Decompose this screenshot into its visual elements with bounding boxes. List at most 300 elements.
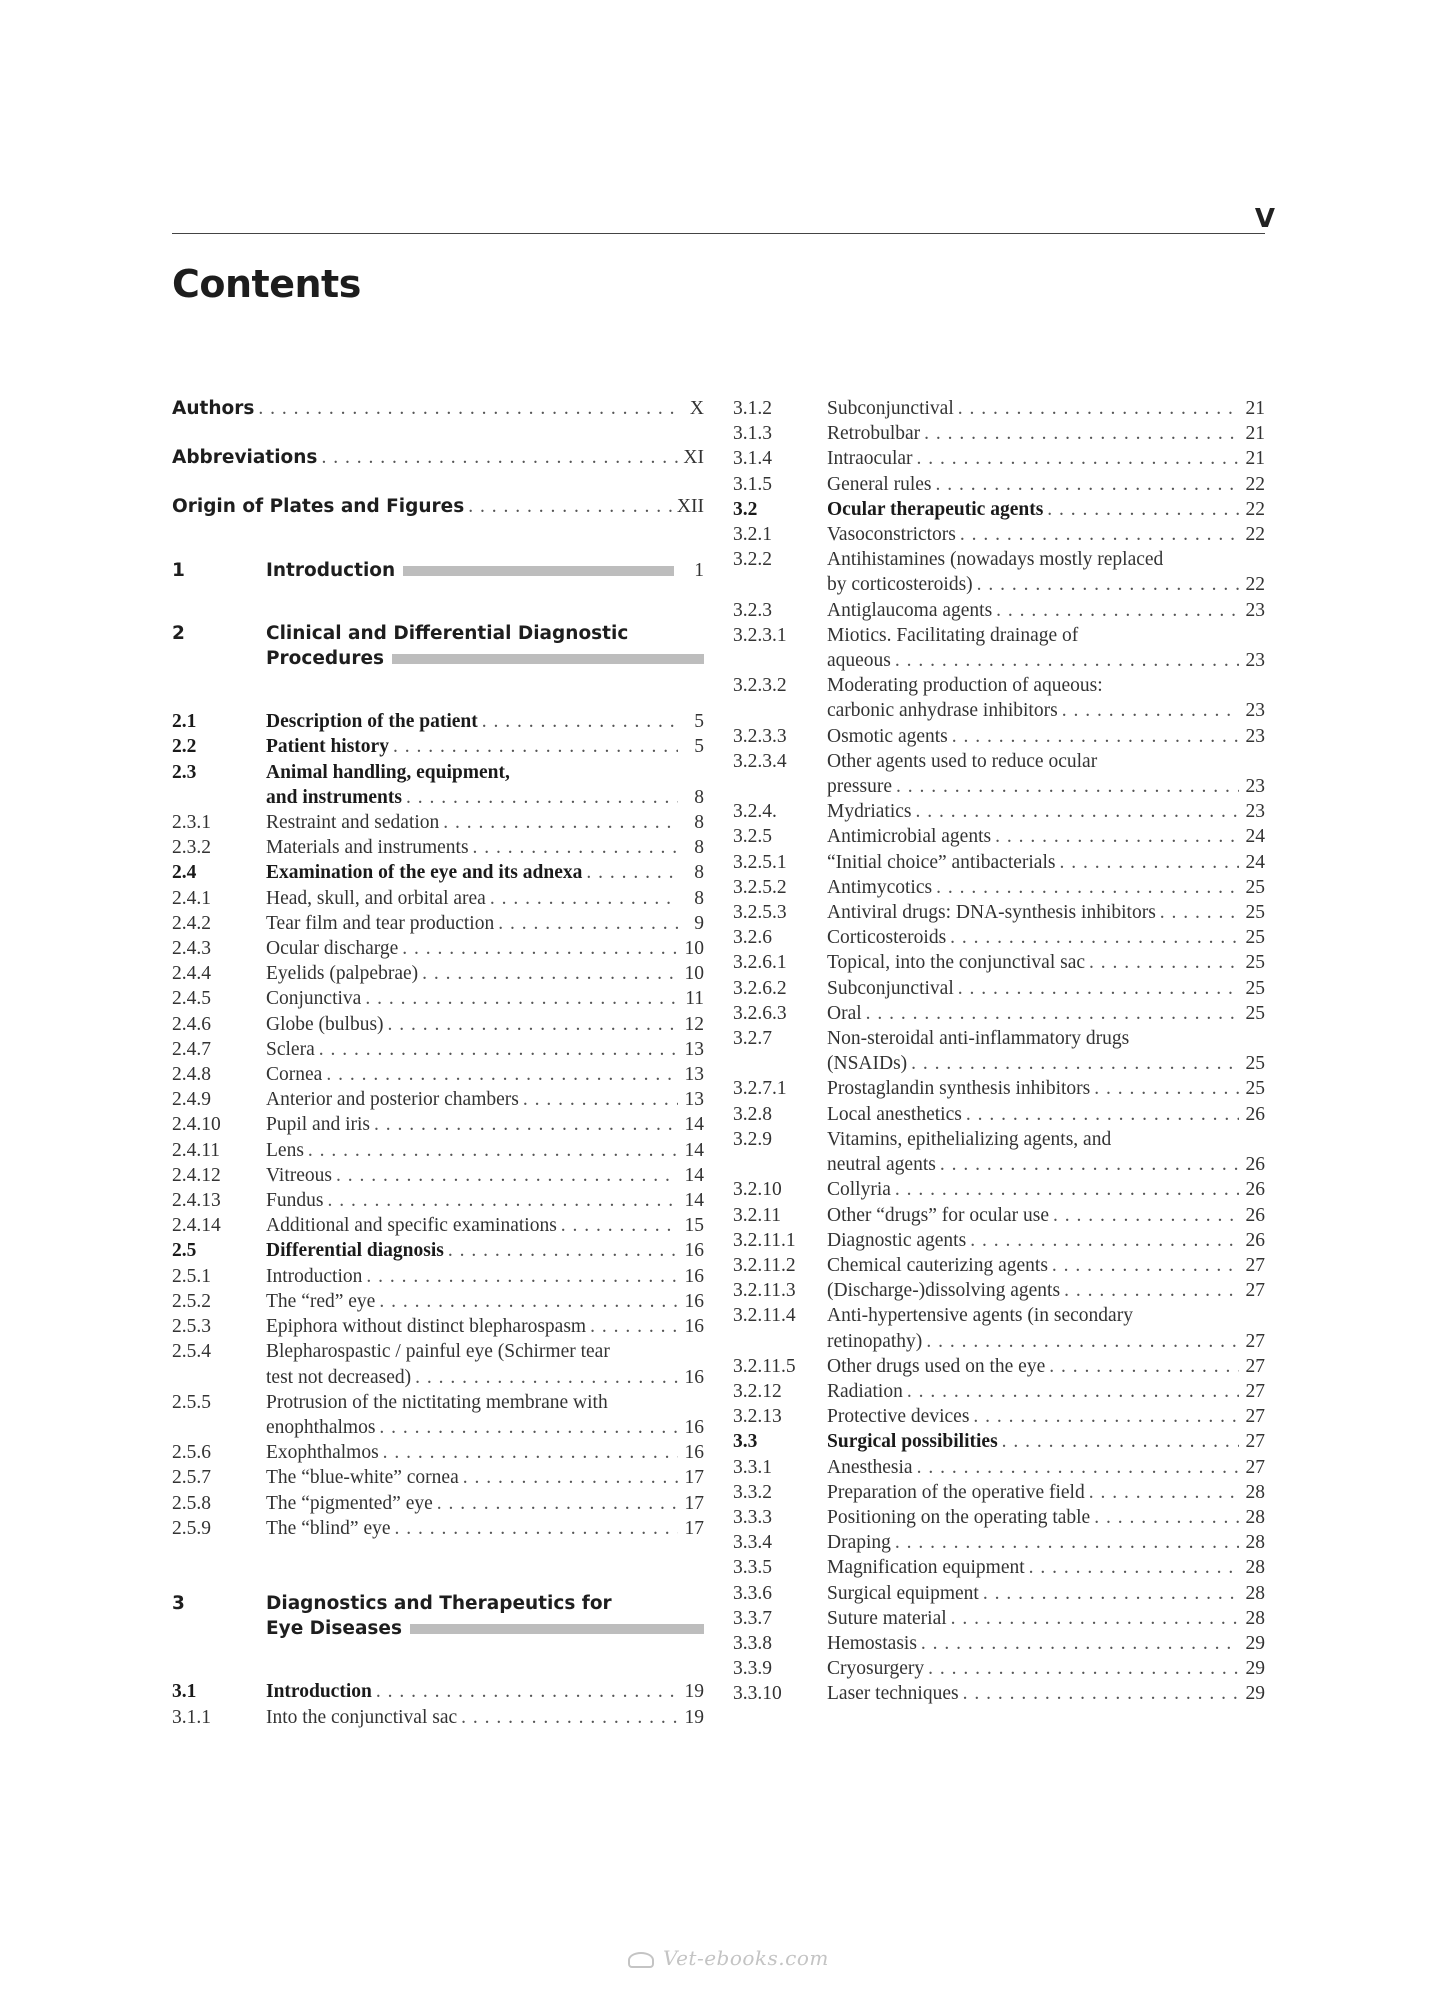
entry-title: Introduction — [266, 1265, 363, 1287]
chapter-bar — [410, 1624, 704, 1634]
entry-title: Other “drugs” for ocular use — [827, 1204, 1049, 1226]
section-number: 2.4.6 — [172, 1013, 211, 1035]
entry-text — [827, 1001, 1265, 1026]
toc-entry[interactable] — [733, 673, 1265, 723]
toc-entry[interactable] — [733, 1303, 1265, 1353]
entry-text — [827, 522, 1265, 547]
toc-entry[interactable] — [733, 925, 1265, 950]
entry-title: Collyria — [827, 1179, 891, 1201]
section-number: 2.2 — [172, 736, 197, 758]
entry-title: Examination of the eye and its adnexa — [266, 862, 583, 884]
dot-leader — [1094, 1505, 1239, 1530]
entry-title: Lens — [266, 1139, 304, 1161]
entry-title-line1: Non-steroidal anti-inflammatory drugs — [827, 1028, 1130, 1050]
toc-entry[interactable] — [733, 850, 1265, 875]
page-ref: 19 — [684, 1706, 704, 1728]
entry-text — [827, 1354, 1265, 1379]
front-matter-entry[interactable] — [172, 494, 704, 519]
toc-entry[interactable] — [172, 1037, 704, 1062]
toc-entry[interactable] — [172, 911, 704, 936]
toc-right-column — [733, 396, 1265, 1707]
toc-entry[interactable] — [733, 1127, 1265, 1177]
entry-text — [827, 497, 1265, 522]
toc-entry[interactable] — [733, 1480, 1265, 1505]
page-ref: 28 — [1245, 1557, 1265, 1579]
dot-leader — [336, 1163, 678, 1188]
dot-leader — [958, 976, 1239, 1001]
page-ref: 26 — [1245, 1204, 1265, 1226]
entry-text — [266, 1238, 704, 1263]
entry-text — [827, 547, 1265, 597]
toc-entry[interactable] — [733, 875, 1265, 900]
dot-leader — [1053, 1203, 1239, 1228]
dot-leader — [973, 1404, 1239, 1429]
toc-entry[interactable] — [733, 1001, 1265, 1026]
section-number: 2.4.3 — [172, 938, 211, 960]
entry-last-line — [827, 1329, 1265, 1354]
toc-entry[interactable] — [733, 1354, 1265, 1379]
toc-entry[interactable] — [733, 497, 1265, 522]
toc-entry[interactable] — [172, 1339, 704, 1389]
section-number: 3.1.3 — [733, 423, 772, 445]
entry-title: test not decreased) — [266, 1366, 412, 1388]
page-ref: 23 — [1245, 650, 1265, 672]
page-ref: 26 — [1245, 1179, 1265, 1201]
entry-title: enophthalmos — [266, 1416, 376, 1438]
entry-text — [266, 1264, 704, 1289]
toc-entry[interactable] — [733, 1656, 1265, 1681]
entry-text — [827, 1404, 1265, 1429]
chapter-2-list — [172, 709, 704, 1541]
toc-entry[interactable] — [733, 724, 1265, 749]
toc-entry[interactable] — [733, 1606, 1265, 1631]
page-ref: 17 — [684, 1492, 704, 1514]
dot-leader — [1052, 1253, 1239, 1278]
toc-entry[interactable] — [172, 1213, 704, 1238]
toc-entry[interactable] — [733, 1203, 1265, 1228]
dot-leader — [1160, 900, 1239, 925]
toc-entry[interactable] — [733, 1228, 1265, 1253]
section-number: 3.3.7 — [733, 1607, 772, 1629]
page-ref: 28 — [1245, 1532, 1265, 1554]
section-number: 2.5.5 — [172, 1391, 211, 1413]
toc-entry[interactable] — [733, 1253, 1265, 1278]
page-ref: 27 — [1245, 1431, 1265, 1453]
entry-text — [827, 1530, 1265, 1555]
entry-title: Conjunctiva — [266, 988, 362, 1010]
entry-text — [266, 860, 704, 885]
entry-title: (Discharge-)dissolving agents — [827, 1280, 1061, 1302]
toc-entry[interactable] — [733, 396, 1265, 421]
entry-last-line — [827, 1051, 1265, 1076]
entry-text — [827, 1581, 1265, 1606]
section-number: 2.4.2 — [172, 912, 211, 934]
toc-entry[interactable] — [172, 810, 704, 835]
page-ref: 13 — [684, 1089, 704, 1111]
dot-leader — [1029, 1555, 1239, 1580]
dot-leader — [960, 522, 1239, 547]
entry-title: Chemical cauterizing agents — [827, 1254, 1048, 1276]
entry-title: Patient history — [266, 736, 389, 758]
toc-entry[interactable] — [733, 824, 1265, 849]
toc-entry[interactable] — [172, 1314, 704, 1339]
entry-text — [827, 850, 1265, 875]
section-number: 3.2.9 — [733, 1128, 772, 1150]
toc-entry[interactable] — [733, 1631, 1265, 1656]
dot-leader — [561, 1213, 678, 1238]
page-ref: 23 — [1245, 776, 1265, 798]
toc-entry[interactable] — [733, 1555, 1265, 1580]
entry-title: Retrobulbar — [827, 423, 921, 445]
toc-entry[interactable] — [172, 1289, 704, 1314]
dot-leader — [1062, 698, 1239, 723]
dot-leader — [1089, 950, 1239, 975]
entry-title: aqueous — [827, 650, 891, 672]
toc-entry[interactable] — [733, 1278, 1265, 1303]
toc-entry[interactable] — [172, 1163, 704, 1188]
entry-title: Intraocular — [827, 448, 913, 470]
toc-entry[interactable] — [733, 1177, 1265, 1202]
section-number: 3.2.3.3 — [733, 725, 787, 747]
entry-title: Suture material — [827, 1607, 947, 1629]
entry-title: Exophthalmos — [266, 1442, 379, 1464]
entry-title-line1: Anti-hypertensive agents (in secondary — [827, 1305, 1133, 1327]
entry-title: Hemostasis — [827, 1632, 917, 1654]
entry-title: The “blue-white” cornea — [266, 1467, 459, 1489]
entry-title: Laser techniques — [827, 1683, 959, 1705]
entry-title: Restraint and sedation — [266, 812, 440, 834]
entry-text — [266, 1465, 704, 1490]
section-number: 2.4.14 — [172, 1215, 221, 1237]
toc-entry[interactable] — [733, 522, 1265, 547]
toc-entry[interactable] — [172, 1238, 704, 1263]
entry-title: Prostaglandin synthesis inhibitors — [827, 1078, 1091, 1100]
toc-entry[interactable] — [172, 760, 704, 810]
entry-title: by corticosteroids) — [827, 574, 973, 596]
toc-entry[interactable] — [733, 598, 1265, 623]
entry-title: Globe (bulbus) — [266, 1013, 384, 1035]
chapter-title-line2: Eye Diseases — [266, 1618, 402, 1640]
page-ref: 24 — [1245, 851, 1265, 873]
toc-entry[interactable] — [172, 734, 704, 759]
chapter-number: 3 — [172, 1592, 185, 1614]
toc-entry[interactable] — [733, 1455, 1265, 1480]
entry-last-line — [266, 1365, 704, 1390]
entry-text — [827, 1631, 1265, 1656]
page-ref: 23 — [1245, 801, 1265, 823]
entry-last-line — [266, 1415, 704, 1440]
dot-leader — [983, 1581, 1239, 1606]
entry-title: Anterior and posterior chambers — [266, 1089, 519, 1111]
entry-text — [827, 1278, 1265, 1303]
toc-entry[interactable] — [172, 1112, 704, 1137]
toc-entry[interactable] — [172, 1012, 704, 1037]
entry-title: Ocular discharge — [266, 938, 399, 960]
entry-title: Other drugs used on the eye — [827, 1355, 1046, 1377]
entry-text — [827, 1555, 1265, 1580]
dot-leader — [308, 1138, 678, 1163]
chapter-2-entry[interactable] — [172, 621, 704, 671]
entry-title: Draping — [827, 1532, 891, 1554]
page-ref: 8 — [694, 812, 704, 834]
dot-leader — [1064, 1278, 1239, 1303]
page-ref: 27 — [1245, 1380, 1265, 1402]
front-matter-entry[interactable] — [172, 396, 704, 421]
toc-entry[interactable] — [733, 421, 1265, 446]
entry-title: Tear film and tear production — [266, 912, 495, 934]
section-number: 3.2.11.4 — [733, 1305, 796, 1327]
dot-leader — [393, 734, 678, 759]
toc-entry[interactable] — [172, 835, 704, 860]
entry-title-line1: Moderating production of aqueous: — [827, 675, 1103, 697]
entry-text — [827, 1228, 1265, 1253]
section-number: 3.2.4. — [733, 801, 777, 823]
page-ref: 16 — [684, 1442, 704, 1464]
section-number: 3.2.3.1 — [733, 624, 787, 646]
toc-entry[interactable] — [733, 900, 1265, 925]
page-ref: 9 — [694, 912, 704, 934]
page-ref: 16 — [684, 1416, 704, 1438]
dot-leader — [327, 1188, 678, 1213]
toc-entry[interactable] — [733, 1404, 1265, 1429]
entry-text — [827, 598, 1265, 623]
dot-leader — [1049, 1354, 1239, 1379]
section-number: 2.4.12 — [172, 1164, 221, 1186]
dot-leader — [490, 886, 678, 911]
toc-entry[interactable] — [172, 961, 704, 986]
toc-entry[interactable] — [733, 1076, 1265, 1101]
entry-text — [266, 1339, 704, 1389]
entry-text — [827, 824, 1265, 849]
entry-title: Subconjunctival — [827, 398, 954, 419]
toc-entry[interactable] — [172, 1138, 704, 1163]
section-number: 2.5 — [172, 1240, 197, 1262]
section-number: 2.3.1 — [172, 812, 211, 834]
entry-last-line — [827, 1152, 1265, 1177]
entry-title: Differential diagnosis — [266, 1240, 444, 1262]
dot-leader — [926, 1329, 1239, 1354]
page-ref: 29 — [1245, 1683, 1265, 1705]
toc-entry[interactable] — [733, 799, 1265, 824]
dot-leader — [473, 835, 678, 860]
entry-title: retinopathy) — [827, 1330, 923, 1352]
entry-title: Surgical equipment — [827, 1582, 979, 1604]
entry-text — [266, 886, 704, 911]
page-ref: 25 — [1245, 952, 1265, 974]
section-number: 2.4.1 — [172, 887, 211, 909]
toc-entry[interactable] — [733, 1505, 1265, 1530]
page-ref: 26 — [1245, 1229, 1265, 1251]
page-ref: 19 — [684, 1681, 704, 1703]
page-ref: 11 — [685, 988, 704, 1010]
section-number: 3.2.5 — [733, 826, 772, 848]
section-number: 3.2.5.3 — [733, 902, 787, 924]
chapter-bar — [403, 566, 674, 576]
toc-entry[interactable] — [172, 1679, 704, 1704]
section-number: 2.4.8 — [172, 1064, 211, 1086]
entry-title: Corticosteroids — [827, 927, 947, 949]
toc-entry[interactable] — [172, 1516, 704, 1541]
section-number: 2.5.2 — [172, 1290, 211, 1312]
toc-entry[interactable] — [172, 860, 704, 885]
entry-text — [827, 421, 1265, 446]
entry-text — [266, 1516, 704, 1541]
toc-entry[interactable] — [172, 1440, 704, 1465]
page-ref: 24 — [1245, 826, 1265, 848]
dot-leader — [395, 1516, 678, 1541]
entry-title: Ocular therapeutic agents — [827, 498, 1044, 520]
page-ref: 14 — [684, 1164, 704, 1186]
entry-last-line — [827, 572, 1265, 597]
section-number: 3.2.7.1 — [733, 1078, 787, 1100]
dot-leader — [321, 445, 678, 470]
toc-entry[interactable] — [733, 1681, 1265, 1706]
section-number: 2.4.9 — [172, 1089, 211, 1111]
chapter-number: 2 — [172, 622, 185, 644]
page-ref: 22 — [1245, 574, 1265, 596]
page-ref: X — [689, 398, 704, 419]
section-number: 3.3.2 — [733, 1481, 772, 1503]
toc-entry[interactable] — [733, 1429, 1265, 1454]
section-number: 3.2.13 — [733, 1406, 782, 1428]
dot-leader — [1047, 497, 1239, 522]
toc-entry[interactable] — [172, 1062, 704, 1087]
chapter-title-line1: Diagnostics and Therapeutics for — [266, 1592, 612, 1614]
entry-title: Antimicrobial agents — [827, 826, 992, 848]
dot-leader — [1002, 1429, 1239, 1454]
toc-entry[interactable] — [172, 936, 704, 961]
entry-text — [266, 709, 704, 734]
front-matter-entry[interactable] — [172, 445, 704, 470]
section-number: 3.3.10 — [733, 1683, 782, 1705]
toc-entry[interactable] — [733, 976, 1265, 1001]
entry-title-line1: Vitamins, epithelializing agents, and — [827, 1128, 1112, 1150]
entry-title: pressure — [827, 776, 892, 798]
section-number: 3.3.3 — [733, 1506, 772, 1528]
entry-title: Origin of Plates and Figures — [172, 496, 465, 518]
page-ref: 5 — [694, 711, 704, 733]
page-ref: 10 — [684, 963, 704, 985]
section-number: 3.2.12 — [733, 1380, 782, 1402]
dot-leader — [958, 396, 1239, 421]
entry-title: Cornea — [266, 1064, 323, 1086]
toc-entry[interactable] — [172, 1491, 704, 1516]
toc-entry[interactable] — [172, 709, 704, 734]
entry-text — [266, 1440, 704, 1465]
dot-leader — [482, 709, 678, 734]
dot-leader — [443, 810, 678, 835]
section-number: 3.1.1 — [172, 1706, 211, 1728]
entry-text — [266, 1213, 704, 1238]
section-number: 3.2 — [733, 498, 758, 520]
chapter-1-entry[interactable] — [172, 558, 704, 583]
toc-entry[interactable] — [733, 1581, 1265, 1606]
entry-title: carbonic anhydrase inhibitors — [827, 700, 1058, 722]
toc-entry[interactable] — [733, 446, 1265, 471]
dot-leader — [921, 1631, 1239, 1656]
dot-leader — [498, 911, 678, 936]
entry-title: Osmotic agents — [827, 725, 948, 747]
section-number: 3.2.3.2 — [733, 675, 787, 697]
entry-text — [266, 1138, 704, 1163]
toc-entry[interactable] — [172, 1087, 704, 1112]
entry-title: Epiphora without distinct blepharospasm — [266, 1316, 587, 1338]
toc-entry[interactable] — [172, 1188, 704, 1213]
entry-last-line — [827, 774, 1265, 799]
section-number: 3.2.11.5 — [733, 1355, 796, 1377]
dot-leader — [1089, 1480, 1239, 1505]
dot-leader — [896, 774, 1239, 799]
dot-leader — [415, 1365, 678, 1390]
entry-title: Anesthesia — [827, 1456, 913, 1478]
entry-title: Diagnostic agents — [827, 1229, 967, 1251]
toc-entry[interactable] — [172, 1705, 704, 1730]
entry-text — [827, 446, 1265, 471]
toc-entry[interactable] — [733, 472, 1265, 497]
page-ref: 25 — [1245, 977, 1265, 999]
entry-last-line — [827, 698, 1265, 723]
dot-leader — [917, 446, 1239, 471]
entry-title: Positioning on the operating table — [827, 1506, 1091, 1528]
toc-entry[interactable] — [172, 1264, 704, 1289]
dot-leader — [406, 785, 678, 810]
entry-title: Materials and instruments — [266, 837, 469, 859]
chapter-3-entry[interactable] — [172, 1591, 704, 1641]
toc-entry[interactable] — [172, 1465, 704, 1490]
dot-leader — [461, 1705, 678, 1730]
entry-text — [827, 1429, 1265, 1454]
page-ref: 14 — [684, 1114, 704, 1136]
entry-title: (NSAIDs) — [827, 1053, 908, 1075]
toc-entry[interactable] — [733, 749, 1265, 799]
entry-title: The “pigmented” eye — [266, 1492, 433, 1514]
toc-entry[interactable] — [733, 623, 1265, 673]
dot-leader — [966, 1102, 1239, 1127]
toc-entry[interactable] — [172, 986, 704, 1011]
page-ref: 26 — [1245, 1154, 1265, 1176]
dot-leader — [326, 1062, 678, 1087]
toc-entry[interactable] — [733, 1530, 1265, 1555]
entry-text — [827, 1127, 1265, 1177]
dot-leader — [951, 1606, 1239, 1631]
dot-leader — [1059, 850, 1239, 875]
entry-title: Antiviral drugs: DNA-synthesis inhibitors — [827, 902, 1156, 924]
watermark: Vet-ebooks.com — [0, 1946, 1455, 1970]
dot-leader — [915, 799, 1239, 824]
section-number: 3.2.2 — [733, 549, 772, 571]
dot-leader — [402, 936, 678, 961]
toc-entry[interactable] — [172, 886, 704, 911]
toc-entry[interactable] — [733, 1379, 1265, 1404]
section-number: 2.5.4 — [172, 1341, 211, 1363]
section-number: 2.1 — [172, 711, 197, 733]
section-number: 2.4.5 — [172, 988, 211, 1010]
section-number: 3.3.1 — [733, 1456, 772, 1478]
page-ref: 21 — [1245, 448, 1265, 470]
dot-leader — [928, 1656, 1239, 1681]
dot-leader — [911, 1051, 1239, 1076]
toc-entry[interactable] — [172, 1390, 704, 1440]
toc-entry[interactable] — [733, 950, 1265, 975]
toc-entry[interactable] — [733, 1102, 1265, 1127]
dot-leader — [963, 1681, 1239, 1706]
toc-entry[interactable] — [733, 547, 1265, 597]
entry-text — [827, 724, 1265, 749]
toc-entry[interactable] — [733, 1026, 1265, 1076]
entry-text — [266, 986, 704, 1011]
page-ref: 21 — [1245, 423, 1265, 445]
page-ref: 27 — [1245, 1254, 1265, 1276]
